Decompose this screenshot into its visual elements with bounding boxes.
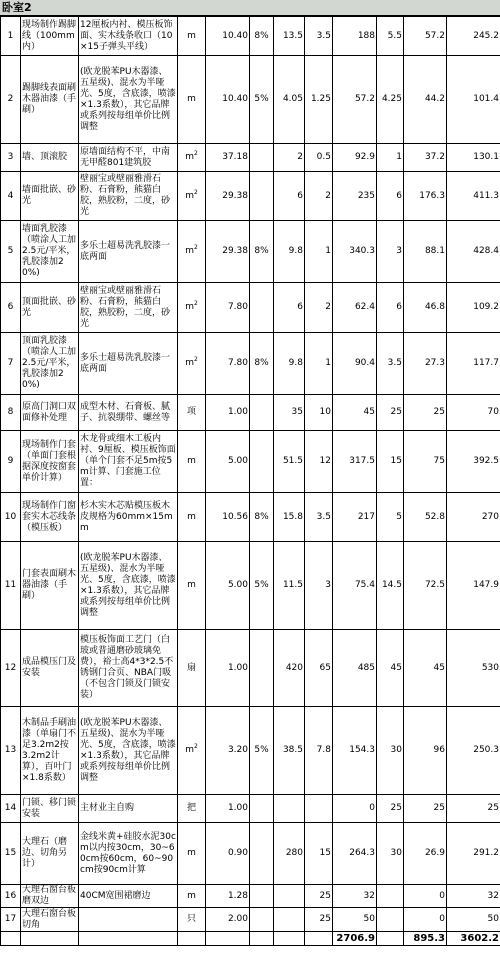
cell-unit: $m^2$ xyxy=(178,283,206,333)
cell-total: 101.4 xyxy=(447,56,500,144)
cell-aux-price: 3 xyxy=(305,542,333,630)
cell-labor-price: 4.25 xyxy=(377,56,404,144)
cell-material-price: 9.8 xyxy=(274,221,305,283)
cell-name: 墙面乳胶漆（喷涂人工加2.5元/平米，乳胶漆加20%) xyxy=(21,221,79,283)
cell-aux-price: 25 xyxy=(305,908,333,932)
cell-no: 17 xyxy=(1,908,21,932)
cell-loss: 8% xyxy=(250,493,274,542)
cell-no: 2 xyxy=(1,56,21,144)
cell-desc: 40CM宽围裙磨边 xyxy=(79,885,178,908)
cell-unit: 扇 xyxy=(178,630,206,707)
quotation-table xyxy=(0,16,500,946)
cell-loss: 8% xyxy=(250,333,274,395)
cell-material-total: 485 xyxy=(333,630,377,707)
cell-no: 7 xyxy=(1,333,21,395)
cell-no: 6 xyxy=(1,283,21,333)
cell-total: 50 xyxy=(447,908,500,932)
cell-qty: 10.40 xyxy=(206,56,250,144)
cell-labor-price: 3 xyxy=(377,221,404,283)
cell-labor-price xyxy=(377,885,404,908)
cell-aux-price xyxy=(305,795,333,823)
cell-total: 32 xyxy=(447,885,500,908)
cell-total: 117.7 xyxy=(447,333,500,395)
cell-name: 大理石（磨边、切角另计） xyxy=(21,823,79,885)
cell-no: 14 xyxy=(1,795,21,823)
cell-aux-price: 7.8 xyxy=(305,707,333,795)
total-cell-name xyxy=(21,932,79,946)
total-cell-desc xyxy=(79,932,178,946)
cell-material-total: 340.3 xyxy=(333,221,377,283)
cell-no: 12 xyxy=(1,630,21,707)
cell-loss xyxy=(250,172,274,221)
cell-name: 木制品手刷油漆（单扇门不足3.2m2按3.2m2计算），百叶门×1.8系数） xyxy=(21,707,79,795)
cell-qty: 5.00 xyxy=(206,431,250,493)
cell-loss: 8% xyxy=(250,221,274,283)
cell-loss xyxy=(250,395,274,431)
cell-labor-price: 30 xyxy=(377,707,404,795)
cell-labor-total: 88.1 xyxy=(404,221,447,283)
cell-unit: m xyxy=(178,823,206,885)
cell-aux-price: 12 xyxy=(305,431,333,493)
cell-labor-total: 25 xyxy=(404,795,447,823)
cell-material-total: 188 xyxy=(333,17,377,56)
total-cell-qty xyxy=(206,932,250,946)
cell-no: 16 xyxy=(1,885,21,908)
table-row xyxy=(1,885,500,908)
cell-loss xyxy=(250,283,274,333)
table-row xyxy=(1,56,500,144)
cell-name: 门套表面刷木器油漆（手刷） xyxy=(21,542,79,630)
cell-material-total: 75.4 xyxy=(333,542,377,630)
cell-qty: 10.56 xyxy=(206,493,250,542)
cell-name: 现场制作门套（单面门套根据深度按窗套单价计算） xyxy=(21,431,79,493)
cell-no: 3 xyxy=(1,144,21,172)
cell-labor-total: 75 xyxy=(404,431,447,493)
total-cell-no xyxy=(1,932,21,946)
table-row xyxy=(1,431,500,493)
cell-loss: 5% xyxy=(250,707,274,795)
cell-no: 15 xyxy=(1,823,21,885)
cell-labor-total: 57.2 xyxy=(404,17,447,56)
cell-loss xyxy=(250,908,274,932)
table-row xyxy=(1,221,500,283)
cell-qty: 37.18 xyxy=(206,144,250,172)
cell-material-price: 38.5 xyxy=(274,707,305,795)
cell-qty: 29.38 xyxy=(206,221,250,283)
cell-labor-total: 27.3 xyxy=(404,333,447,395)
cell-qty: 7.80 xyxy=(206,333,250,395)
cell-desc: (欧龙脱苯PU木器漆、五星级)、混水为半哑光、5度，含底漆，喷漆×1.3系数），其它品牌或系列按每组单价比例调整 xyxy=(79,542,178,630)
cell-qty: 29.38 xyxy=(206,172,250,221)
cell-qty: 1.00 xyxy=(206,795,250,823)
table-row xyxy=(1,144,500,172)
table-row xyxy=(1,630,500,707)
cell-qty: 3.20 xyxy=(206,707,250,795)
cell-loss: 5% xyxy=(250,56,274,144)
cell-labor-total: 0 xyxy=(404,908,447,932)
cell-unit: $m^2$ xyxy=(178,144,206,172)
totals-row xyxy=(1,932,500,946)
total-cell-aux-price xyxy=(305,932,333,946)
total-cell-material-price xyxy=(274,932,305,946)
cell-total: 530 xyxy=(447,630,500,707)
cell-name: 大理石窗台板磨双边 xyxy=(21,885,79,908)
cell-qty: 1.00 xyxy=(206,395,250,431)
cell-qty: 2.00 xyxy=(206,908,250,932)
cell-desc: 12厘板内衬、模压板饰面、实木线条收口（10×15子弹头平线） xyxy=(79,17,178,56)
cell-labor-total: 96 xyxy=(404,707,447,795)
cell-material-price: 35 xyxy=(274,395,305,431)
cell-aux-price: 25 xyxy=(305,885,333,908)
cell-desc: 木龙骨或细木工板内衬、9厘板、模压板饰面（单个门套不足5m按5m计算、门套施工位置： xyxy=(79,431,178,493)
cell-unit: 把 xyxy=(178,795,206,823)
cell-no: 11 xyxy=(1,542,21,630)
cell-desc: (欧龙脱苯PU木器漆、五星级)、混水为半哑光、5度，含底漆，喷漆×1.3系数），其它品牌或系列按每组单价比例调整 xyxy=(79,56,178,144)
cell-material-price: 51.5 xyxy=(274,431,305,493)
cell-unit: $m^2$ xyxy=(178,707,206,795)
cell-material-total: 90.4 xyxy=(333,333,377,395)
cell-desc: (欧龙脱苯PU木器漆、五星级)、混水为半哑光、5度，含底漆，喷漆×1.3系数），其它品牌或系列按每组单价比例调整 xyxy=(79,707,178,795)
cell-material-price xyxy=(274,795,305,823)
cell-name: 现场制作踢脚线（100mm内） xyxy=(21,17,79,56)
table-row xyxy=(1,908,500,932)
cell-total: 270 xyxy=(447,493,500,542)
cell-desc: 金线米黄+硅胶水泥30cm以内按30cm，30~60cm按60cm，60~90cm按90cm计算 xyxy=(79,823,178,885)
cell-material-price xyxy=(274,908,305,932)
cell-labor-price: 30 xyxy=(377,823,404,885)
cell-total: 147.9 xyxy=(447,542,500,630)
cell-no: 4 xyxy=(1,172,21,221)
cell-material-total: 32 xyxy=(333,885,377,908)
cell-loss xyxy=(250,795,274,823)
cell-material-total: 57.2 xyxy=(333,56,377,144)
cell-unit: m xyxy=(178,493,206,542)
cell-aux-price: 1 xyxy=(305,221,333,283)
cell-loss xyxy=(250,885,274,908)
cell-name: 现场制作门窗套实木芯线条（模压板） xyxy=(21,493,79,542)
cell-aux-price: 1.25 xyxy=(305,56,333,144)
cell-unit: m xyxy=(178,56,206,144)
cell-labor-total: 0 xyxy=(404,885,447,908)
table-row xyxy=(1,333,500,395)
cell-unit: m xyxy=(178,17,206,56)
cell-no: 9 xyxy=(1,431,21,493)
cell-loss xyxy=(250,144,274,172)
cell-name: 顶面批嵌、砂光 xyxy=(21,283,79,333)
cell-desc: 多乐士超易洗乳胶漆一底两面 xyxy=(79,333,178,395)
cell-no: 10 xyxy=(1,493,21,542)
cell-qty: 5.00 xyxy=(206,542,250,630)
table-row xyxy=(1,542,500,630)
cell-unit: $m^2$ xyxy=(178,172,206,221)
cell-labor-price: 45 xyxy=(377,630,404,707)
cell-labor-total: 46.8 xyxy=(404,283,447,333)
total-cell-material-total: 2706.9 xyxy=(333,932,377,946)
cell-material-total: 0 xyxy=(333,795,377,823)
cell-material-total: 235 xyxy=(333,172,377,221)
cell-aux-price: 1 xyxy=(305,333,333,395)
cell-loss: 8% xyxy=(250,17,274,56)
table-row xyxy=(1,283,500,333)
cell-name: 大理石窗台板切角 xyxy=(21,908,79,932)
cell-labor-total: 52.8 xyxy=(404,493,447,542)
cell-labor-price: 3.5 xyxy=(377,333,404,395)
total-cell-labor-total: 895.3 xyxy=(404,932,447,946)
cell-material-price xyxy=(274,885,305,908)
cell-total: 428.4 xyxy=(447,221,500,283)
cell-labor-total: 44.2 xyxy=(404,56,447,144)
cell-qty: 0.90 xyxy=(206,823,250,885)
total-cell-labor-price xyxy=(377,932,404,946)
cell-total: 70 xyxy=(447,395,500,431)
cell-material-price: 2 xyxy=(274,144,305,172)
cell-total: 291.2 xyxy=(447,823,500,885)
cell-aux-price: 2 xyxy=(305,283,333,333)
cell-no: 5 xyxy=(1,221,21,283)
cell-unit: m xyxy=(178,431,206,493)
cell-aux-price: 15 xyxy=(305,823,333,885)
cell-labor-price: 6 xyxy=(377,283,404,333)
table-row xyxy=(1,795,500,823)
cell-labor-total: 26.9 xyxy=(404,823,447,885)
cell-no: 1 xyxy=(1,17,21,56)
cell-total: 25 xyxy=(447,795,500,823)
cell-material-total: 45 xyxy=(333,395,377,431)
cell-unit: m xyxy=(178,885,206,908)
cell-total: 245.2 xyxy=(447,17,500,56)
table-row xyxy=(1,17,500,56)
cell-name: 墙面批嵌、砂光 xyxy=(21,172,79,221)
cell-unit: $m^2$ xyxy=(178,333,206,395)
total-cell-total: 3602.2 xyxy=(447,932,500,946)
cell-qty: 1.28 xyxy=(206,885,250,908)
cell-desc: 壁丽宝或壁丽雅滑石粉、石膏粉，熊猫白胶，熟胶粉，二度，砂光 xyxy=(79,283,178,333)
cell-total: 250.3 xyxy=(447,707,500,795)
cell-name: 顶面乳胶漆（喷涂人工加2.5元/平米，乳胶漆加20%) xyxy=(21,333,79,395)
cell-material-price: 4.05 xyxy=(274,56,305,144)
cell-total: 392.5 xyxy=(447,431,500,493)
cell-name: 墙、顶滚胶 xyxy=(21,144,79,172)
cell-labor-price: 5.5 xyxy=(377,17,404,56)
cell-aux-price: 10 xyxy=(305,395,333,431)
cell-unit: $m^2$ xyxy=(178,221,206,283)
table-row xyxy=(1,395,500,431)
cell-labor-total: 45 xyxy=(404,630,447,707)
cell-labor-total: 176.3 xyxy=(404,172,447,221)
cell-labor-total: 37.2 xyxy=(404,144,447,172)
cell-aux-price: 0.5 xyxy=(305,144,333,172)
cell-loss xyxy=(250,431,274,493)
cell-material-total: 62.4 xyxy=(333,283,377,333)
cell-desc: 杉木实木芯贴模压板木皮规格为60mm×15mm xyxy=(79,493,178,542)
cell-qty: 7.80 xyxy=(206,283,250,333)
cell-no: 13 xyxy=(1,707,21,795)
cell-labor-price: 6 xyxy=(377,172,404,221)
cell-material-price: 13.5 xyxy=(274,17,305,56)
cell-desc: 主材业主自购 xyxy=(79,795,178,823)
cell-name: 门锁、移门锁安装 xyxy=(21,795,79,823)
cell-unit: 只 xyxy=(178,908,206,932)
cell-desc: 成型木材、石膏板、腻子、抗裂绷带、螺丝等 xyxy=(79,395,178,431)
cell-desc: 模压板饰面工艺门（白玻或普通磨砂玻璃免费），裕士高4*3*2.5不锈钢门合页、NBA门吸（不包含门锁及门锁安装） xyxy=(79,630,178,707)
section-title: 卧室2 xyxy=(0,0,500,16)
total-cell-loss xyxy=(250,932,274,946)
cell-labor-price: 25 xyxy=(377,395,404,431)
cell-desc xyxy=(79,908,178,932)
cell-material-total: 50 xyxy=(333,908,377,932)
cell-material-total: 217 xyxy=(333,493,377,542)
cell-aux-price: 65 xyxy=(305,630,333,707)
cell-unit: m xyxy=(178,542,206,630)
cell-material-total: 154.3 xyxy=(333,707,377,795)
cell-desc: 原墙面结构不平，中南无甲醛801建筑胶 xyxy=(79,144,178,172)
cell-material-price: 15.8 xyxy=(274,493,305,542)
cell-labor-price: 14.5 xyxy=(377,542,404,630)
cell-qty: 10.40 xyxy=(206,17,250,56)
cell-aux-price: 3.5 xyxy=(305,493,333,542)
cell-loss xyxy=(250,823,274,885)
cell-name: 原高门洞口双面修补处理 xyxy=(21,395,79,431)
cell-name: 踢脚线表面刷木器油漆（手刷） xyxy=(21,56,79,144)
cell-loss xyxy=(250,630,274,707)
cell-labor-price: 1 xyxy=(377,144,404,172)
cell-material-price: 420 xyxy=(274,630,305,707)
cell-material-price: 9.8 xyxy=(274,333,305,395)
table-row xyxy=(1,823,500,885)
cell-aux-price: 2 xyxy=(305,172,333,221)
table-row xyxy=(1,493,500,542)
cell-total: 109.2 xyxy=(447,283,500,333)
cell-qty: 1.00 xyxy=(206,630,250,707)
cell-name: 成品模压门及安装 xyxy=(21,630,79,707)
cell-material-total: 92.9 xyxy=(333,144,377,172)
table-row xyxy=(1,707,500,795)
cell-labor-price: 5 xyxy=(377,493,404,542)
cell-labor-price: 15 xyxy=(377,431,404,493)
cell-material-price: 11.5 xyxy=(274,542,305,630)
cell-desc: 壁丽宝或壁丽雅滑石粉、石膏粉，熊猫白胶，熟胶粉，二度，砂光 xyxy=(79,172,178,221)
cell-total: 411.3 xyxy=(447,172,500,221)
table-row xyxy=(1,172,500,221)
cell-material-total: 264.3 xyxy=(333,823,377,885)
cell-aux-price: 3.5 xyxy=(305,17,333,56)
cell-labor-total: 72.5 xyxy=(404,542,447,630)
cell-material-total: 317.5 xyxy=(333,431,377,493)
cell-no: 8 xyxy=(1,395,21,431)
cell-total: 130.1 xyxy=(447,144,500,172)
cell-desc: 多乐士超易洗乳胶漆一底两面 xyxy=(79,221,178,283)
cell-unit: 项 xyxy=(178,395,206,431)
cell-material-price: 6 xyxy=(274,283,305,333)
total-cell-unit xyxy=(178,932,206,946)
cell-labor-total: 25 xyxy=(404,395,447,431)
cell-material-price: 6 xyxy=(274,172,305,221)
cell-material-price: 280 xyxy=(274,823,305,885)
cell-labor-price xyxy=(377,908,404,932)
cell-loss: 5% xyxy=(250,542,274,630)
cell-labor-price: 25 xyxy=(377,795,404,823)
